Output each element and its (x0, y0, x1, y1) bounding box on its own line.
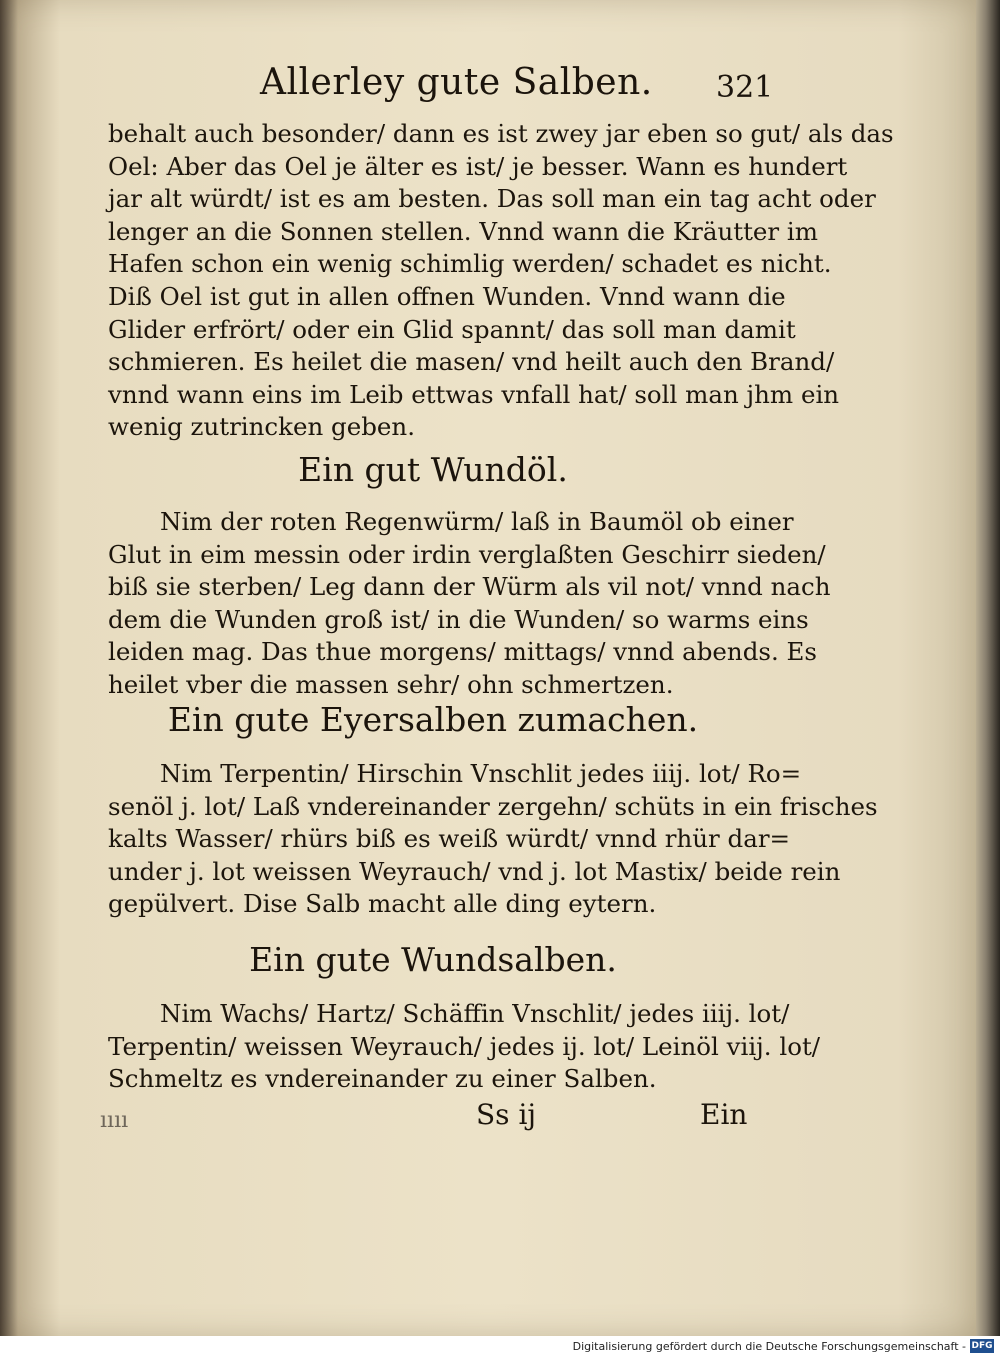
page-edge (976, 0, 1000, 1336)
section-heading: Ein gute Eyersalben zumachen. (167, 700, 699, 739)
text-line: Oel: Aber das Oel je älter es ist/ je besser. Wann es hundert (108, 151, 848, 181)
page-number: 321 (716, 70, 774, 105)
text-line: Hafen schon ein wenig schimlig werden/ schadet es nicht. (108, 249, 832, 279)
section-heading: Ein gut Wundöl. (298, 450, 568, 489)
dfg-logo-icon: DFG (971, 1341, 993, 1351)
text-line: under j. lot weissen Weyrauch/ vnd j. lot Mastix/ beide rein (108, 856, 841, 886)
text-line: dem die Wunden groß ist/ in die Wunden/ so warms eins (108, 604, 809, 634)
printer-marks: ıııı (100, 1108, 129, 1133)
text-line: Nim der roten Regenwürm/ laß in Baumöl ob einer (160, 507, 794, 536)
text-line: Nim Terpentin/ Hirschin Vnschlit jedes iiij. lot/ Ro= (160, 759, 802, 788)
text-line: senöl j. lot/ Laß vndereinander zergehn/ schüts in ein frisches (108, 791, 878, 821)
text-line: Schmeltz es vndereinander zu einer Salben. (108, 1064, 657, 1094)
text-line: Nim Wachs/ Hartz/ Schäffin Vnschlit/ jedes iiij. lot/ (160, 999, 790, 1028)
signature-mark: Ss ij (476, 1098, 537, 1131)
text-line: Terpentin/ weissen Weyrauch/ jedes ij. lot/ Leinöl viij. lot/ (108, 1031, 821, 1061)
text-line: heilet vber die massen sehr/ ohn schmertzen. (108, 669, 674, 699)
section-heading: Ein gute Wundsalben. (249, 940, 617, 979)
text-line: Glider erfrört/ oder ein Glid spannt/ das soll man damit (108, 314, 796, 344)
text-line: biß sie sterben/ Leg dann der Würm als vil not/ vnnd nach (108, 572, 831, 602)
text-line: gepülvert. Dise Salb macht alle ding eytern. (108, 889, 657, 919)
text-line: wenig zutrincken geben. (108, 412, 415, 442)
running-head: Allerley gute Salben. (260, 62, 653, 103)
text-line: lenger an die Sonnen stellen. Vnnd wann die Kräutter im (108, 216, 818, 246)
paragraph-continuation (108, 118, 894, 444)
text-line: vnnd wann eins im Leib ettwas vnfall hat/ soll man jhm ein (108, 379, 840, 409)
text-line: Diß Oel ist gut in allen offnen Wunden. Vnnd wann die (108, 281, 786, 311)
paragraph-eyersalben (108, 758, 878, 921)
digitization-footer (0, 1336, 1000, 1357)
text-line: behalt auch besonder/ dann es ist zwey jar eben so gut/ als das (108, 119, 894, 148)
text-line: schmieren. Es heilet die masen/ vnd heilt auch den Brand/ (108, 347, 835, 377)
paragraph-wundsalben (108, 998, 821, 1096)
digitization-notice: Digitalisierung gefördert durch die Deutsche Forschungsgemeinschaft - (572, 1340, 966, 1353)
catchword: Ein (700, 1098, 748, 1131)
text-line: leiden mag. Das thue morgens/ mittags/ vnnd abends. Es (108, 637, 817, 667)
paragraph-wundoel (108, 506, 831, 702)
text-line: kalts Wasser/ rhürs biß es weiß würdt/ vnnd rhür dar= (108, 824, 791, 854)
text-line: jar alt würdt/ ist es am besten. Das soll man ein tag acht oder (108, 184, 876, 214)
text-line: Glut in eim messin oder irdin verglaßten Geschirr sieden/ (108, 539, 826, 569)
